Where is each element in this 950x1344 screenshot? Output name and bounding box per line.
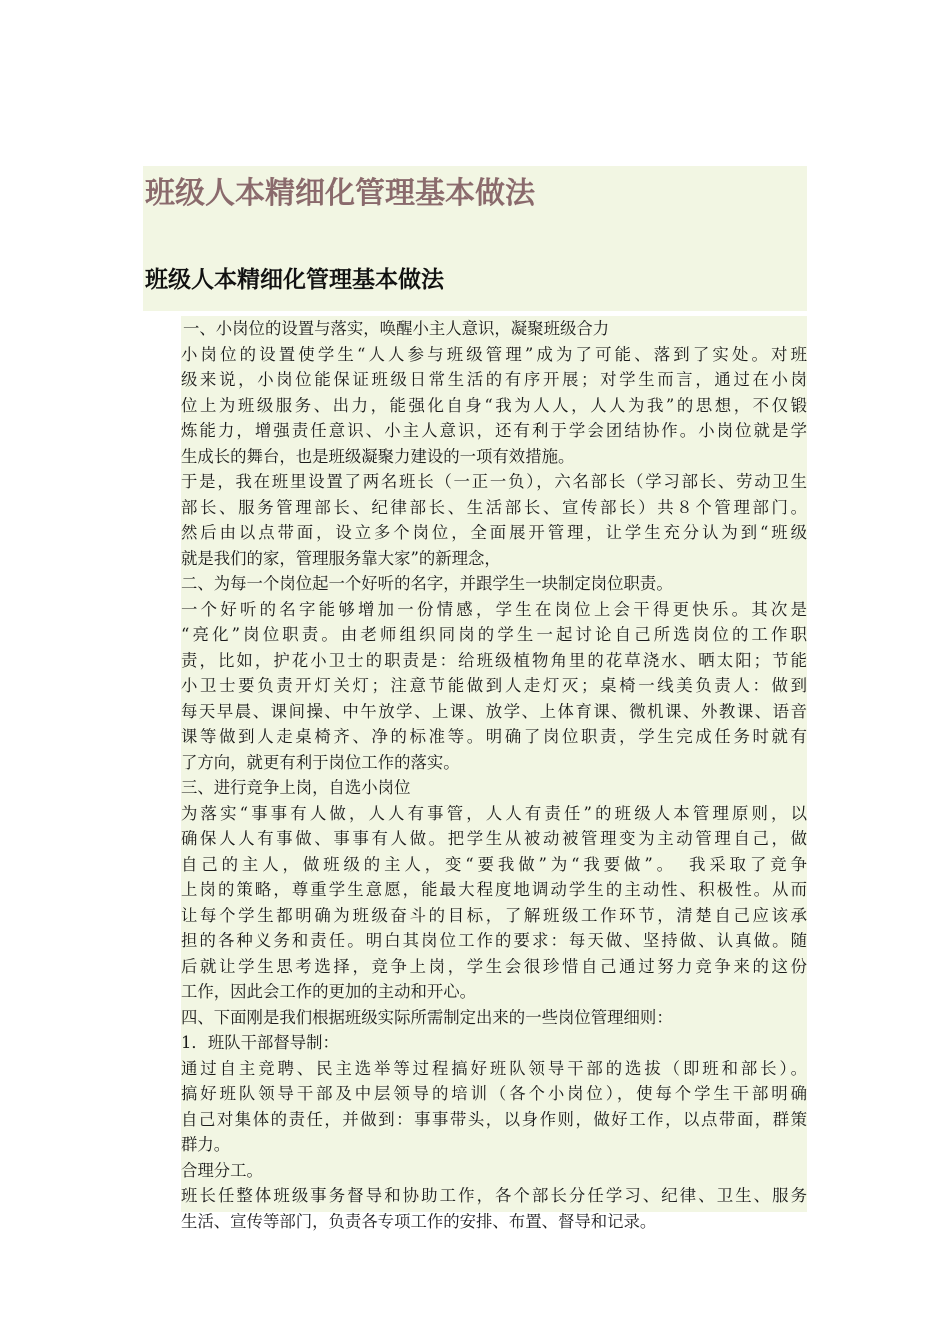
body-line: 部长、服务管理部长、纪律部长、生活部长、宣传部长）共８个管理部门。 — [181, 497, 807, 517]
body-line: 1．班队干部督导制： — [181, 1033, 339, 1052]
body-line: 自己的主人，做班级的主人，变“要我做”为“我要做”。 我采取了竞争 — [181, 854, 807, 874]
body-line: 生成长的舞台，也是班级凝聚力建设的一项有效措施。 — [181, 446, 575, 466]
body-line: 群力。 — [181, 1135, 231, 1154]
body-line: 让每个学生都明确为班级奋斗的目标，了解班级工作环节，清楚自己应该承 — [181, 905, 807, 925]
body-line: 四、下面刚是我们根据班级实际所需制定出来的一些岗位管理细则： — [181, 1007, 673, 1027]
body-line: 课等做到人走桌椅齐、净的标准等。明确了岗位职责，学生完成任务时就有 — [181, 727, 807, 746]
body-line: 炼能力，增强责任意识、小主人意识，还有利于学会团结协作。小岗位就是学 — [181, 421, 807, 440]
body-line: 通过自主竞聘、民主选举等过程搞好班队领导干部的选拔（即班和部长）。 — [181, 1058, 807, 1078]
article-heading: 班级人本精细化管理基本做法 — [145, 267, 444, 293]
body-line: 搞好班队领导干部及中层领导的培训（各个小岗位），使每个学生干部明确 — [181, 1084, 807, 1103]
body-line: 一个好听的名字能够增加一份情感，学生在岗位上会干得更快乐。其次是 — [181, 599, 807, 619]
body-line: 每天早晨、课间操、中午放学、上课、放学、上体育课、微机课、外教课、语音 — [181, 701, 807, 721]
body-line: 合理分工。 — [181, 1160, 263, 1180]
body-line: 二、为每一个岗位起一个好听的名字，并跟学生一块制定岗位职责。 — [181, 574, 673, 593]
body-line: 小卫士要负责开灯关灯；注意节能做到人走灯灭；桌椅一线美负责人：做到 — [181, 676, 807, 695]
body-line: 位上为班级服务、出力，能强化自身“我为人人，人人为我”的思想，不仅锻 — [181, 395, 807, 415]
body-line: 确保人人有事做、事事有人做。把学生从被动被管理变为主动管理自己，做 — [181, 829, 807, 848]
body-line: 然后由以点带面，设立多个岗位，全面展开管理，让学生充分认为到“班级 — [181, 523, 807, 542]
body-line: 上岗的策略，尊重学生意愿，能最大程度地调动学生的主动性、积极性。从而 — [181, 880, 807, 899]
article-body — [181, 316, 807, 1231]
body-line: 后就让学生思考选择，竞争上岗，学生会很珍惜自己通过努力竞争来的这份 — [181, 956, 807, 976]
body-line: 责，比如，护花小卫士的职责是：给班级植物角里的花草浇水、晒太阳；节能 — [181, 650, 807, 670]
body-line: 于是，我在班里设置了两名班长（一正一负），六名部长（学习部长、劳动卫生 — [181, 472, 807, 491]
body-line: 班长任整体班级事务督导和协助工作，各个部长分任学习、纪律、卫生、服务 — [181, 1186, 807, 1205]
body-line: 自己对集体的责任，并做到：事事带头，以身作则，做好工作，以点带面，群策 — [181, 1109, 807, 1129]
body-line: 了方向，就更有利于岗位工作的落实。 — [181, 752, 460, 772]
body-line: 就是我们的家，管理服务靠大家”的新理念， — [181, 548, 501, 568]
body-line: 为落实“事事有人做，人人有事管，人人有责任”的班级人本管理原则，以 — [181, 803, 807, 823]
body-line: 生活、宣传等部门，负责各专项工作的安排、布置、督导和记录。 — [181, 1211, 657, 1231]
body-line: 三、进行竞争上岗，自选小岗位 — [181, 778, 411, 797]
body-line: 级来说，小岗位能保证班级日常生活的有序开展；对学生而言，通过在小岗 — [181, 370, 807, 389]
body-line: 工作，因此会工作的更加的主动和开心。 — [181, 982, 477, 1001]
body-line: 小岗位的设置使学生“人人参与班级管理”成为了可能、落到了实处。对班 — [181, 344, 807, 364]
page-title: 班级人本精细化管理基本做法 — [145, 176, 535, 211]
body-line: 担的各种义务和责任。明白其岗位工作的要求：每天做、坚持做、认真做。随 — [181, 931, 807, 950]
body-line: “亮化”岗位职责。由老师组织同岗的学生一起讨论自己所选岗位的工作职 — [181, 625, 807, 644]
body-line: 一、小岗位的设置与落实，唤醒小主人意识，凝聚班级合力 — [183, 319, 610, 338]
